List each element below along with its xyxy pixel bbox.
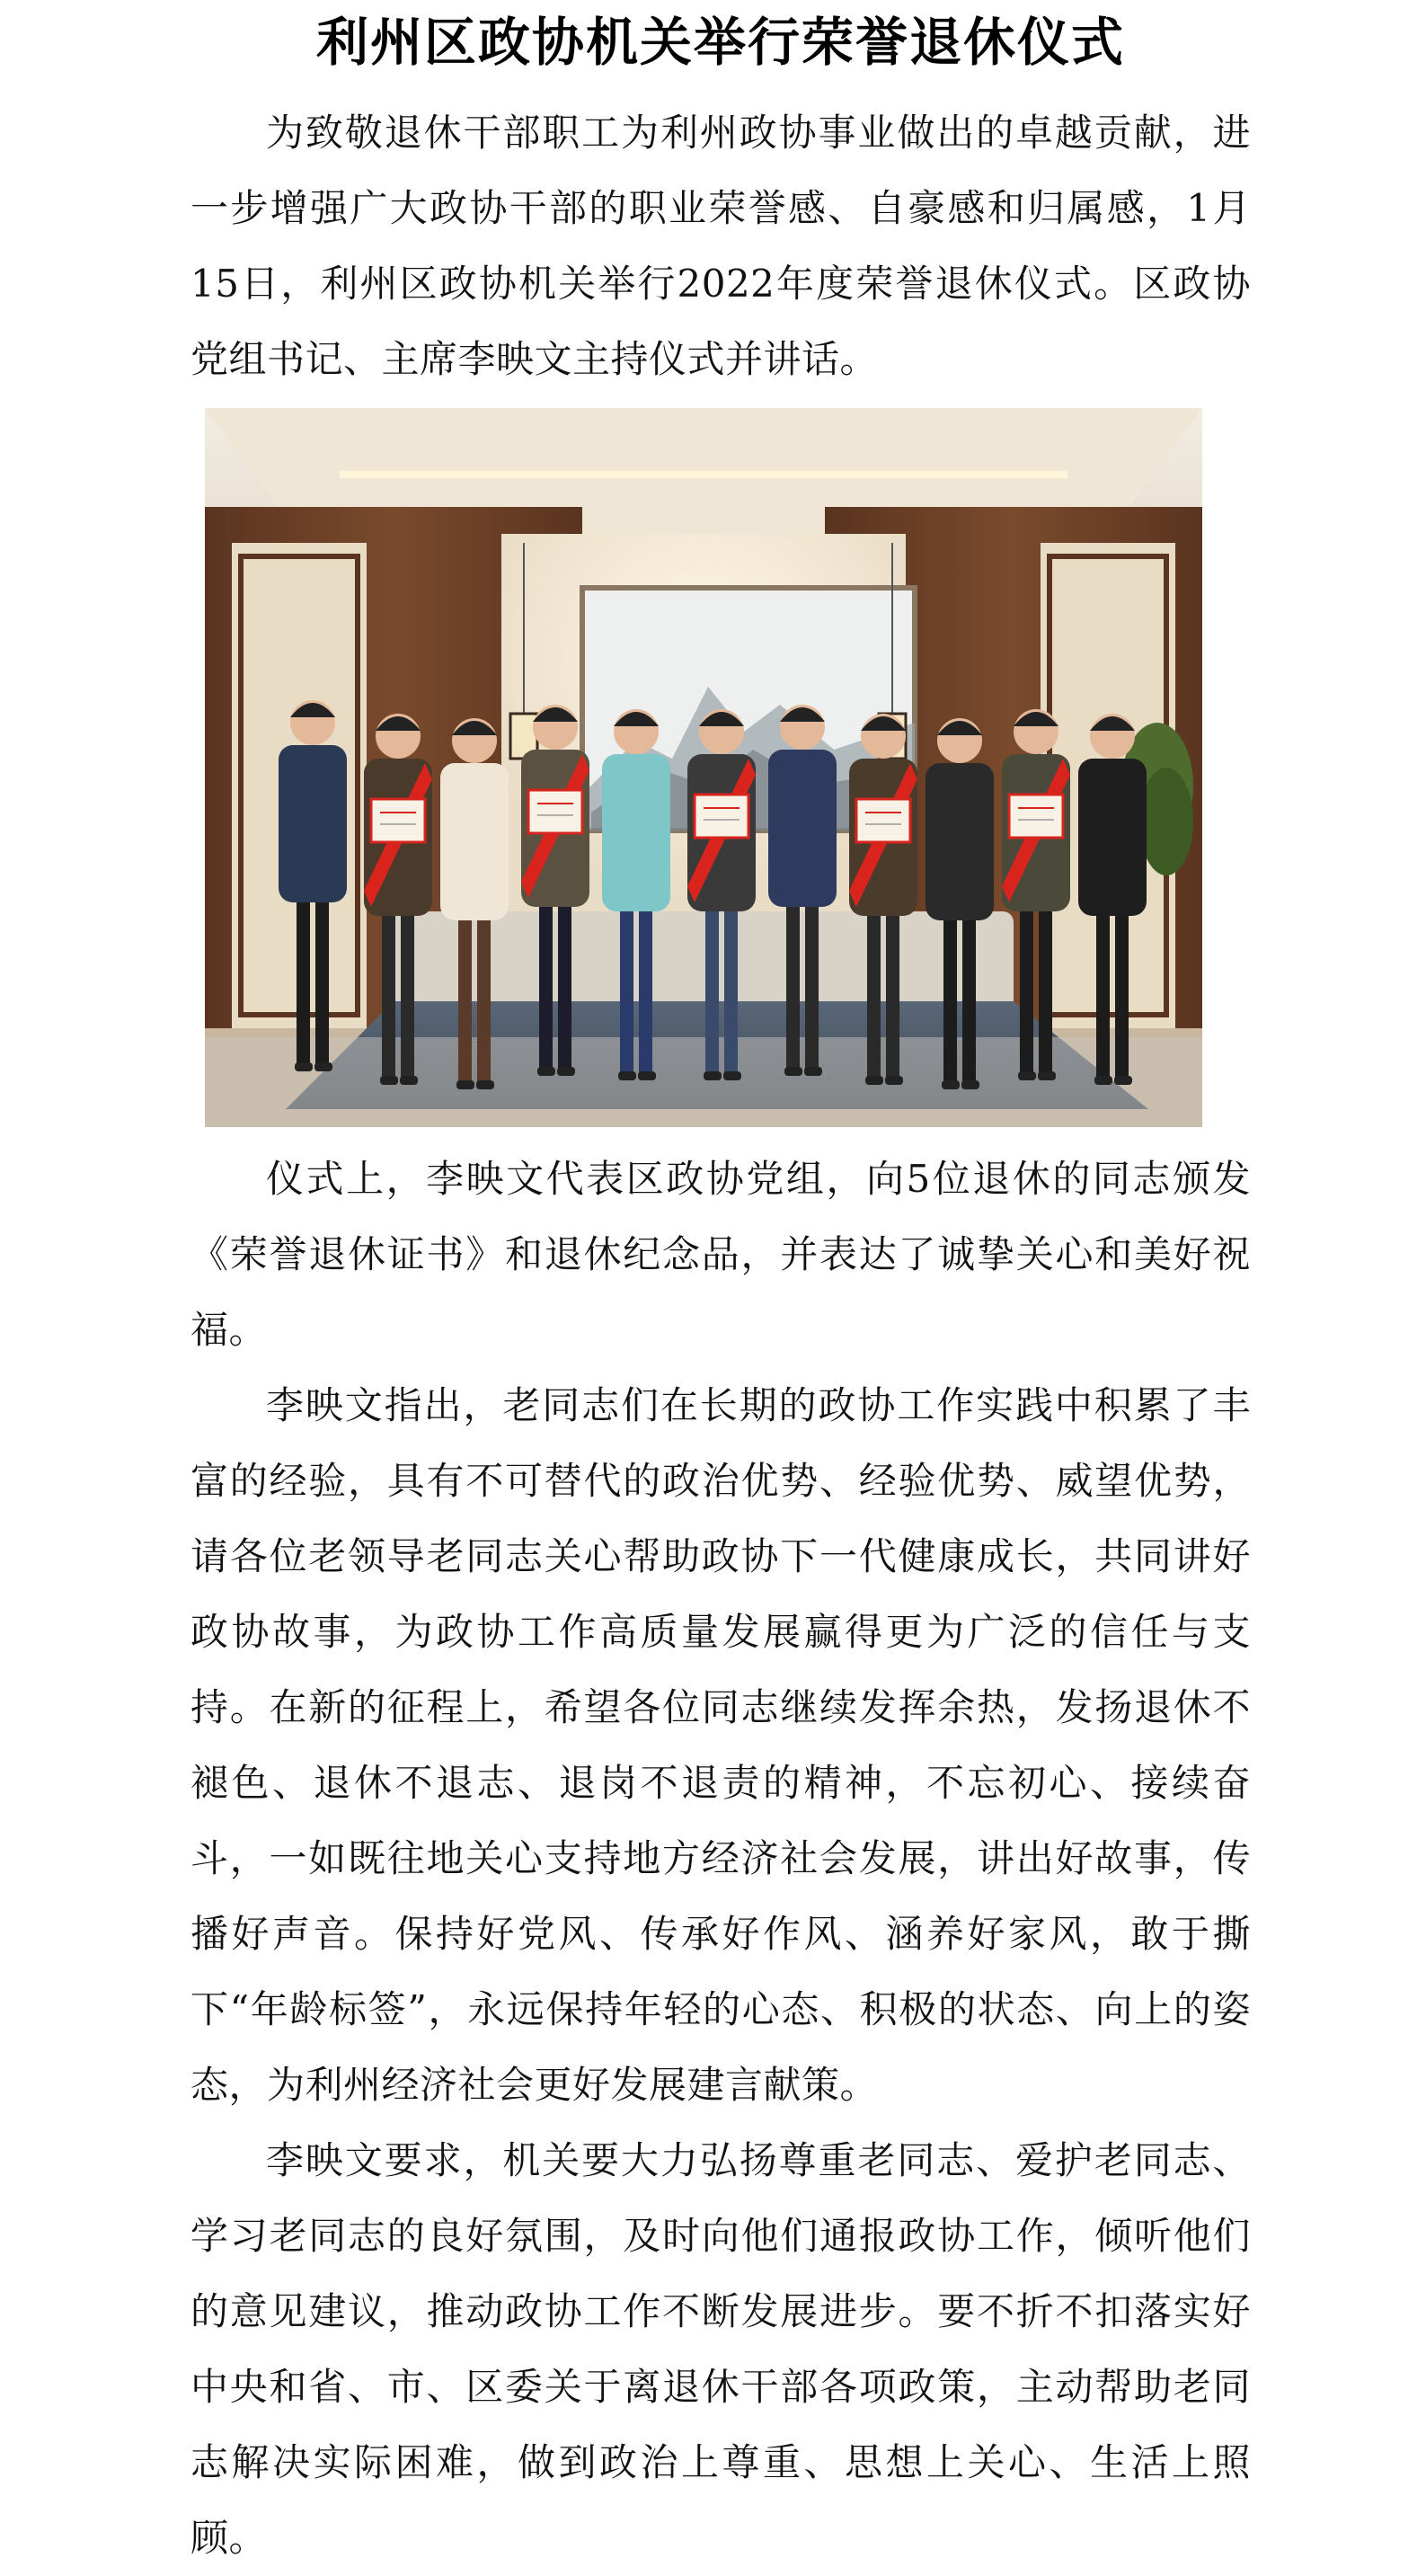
paragraph-speech: 李映文指出，老同志们在长期的政协工作实践中积累了丰富的经验，具有不可替代的政治优势、经验优势、威望优势，请各位老领导老同志关心帮助政协下一代健康成长，共同讲好政协故事，为政协工作高质量发展赢得更为广泛的信任与支持。在新的征程上，希望各位同志继续发挥余热，发扬退休不褪色、退休不退志、退岗不退责的精神，不忘初心、接续奋斗，一如既往地关心支持地方经济社会发展，讲出好故事，传播好声音。保持好党风、传承好作风、涵养好家风，敢于撕下“年龄标签”，永远保持年轻的心态、积极的状态、向上的姿态，为利州经济社会更好发展建言献策。 (190, 1383, 1251, 2107)
honor-certificate (1009, 795, 1063, 838)
paragraph-intro: 为致敬退休干部职工为利州政协事业做出的卓越贡献，进一步增强广大政协干部的职业荣誉感、自豪感和归属感，1月15日，利州区政协机关举行2022年度荣誉退休仪式。区政协党组书记、主席李映文主持仪式并讲话。 (190, 111, 1251, 381)
paragraph-requirements: 李映文要求，机关要大力弘扬尊重老同志、爱护老同志、学习老同志的良好氛围，及时向他们通报政协工作，倾听他们的意见建议，推动政协工作不断发展进步。要不折不扣落实好中央和省、市、区委关于离退休干部各项政策，主动帮助老同志解决实际困难，做到政治上尊重、思想上关心、生活上照顾。 (190, 2138, 1251, 2560)
article (190, 0, 1251, 2576)
honor-certificate (528, 790, 582, 833)
paragraph-ceremony: 仪式上，李映文代表区政协党组，向5位退休的同志颁发《荣誉退休证书》和退休纪念品，并表达了诚挚关心和美好祝福。 (190, 1157, 1251, 1352)
honor-certificate (856, 799, 910, 842)
honor-certificate (371, 799, 425, 842)
group-photo (205, 408, 1202, 1127)
honor-certificate (695, 795, 748, 838)
person-figure (1078, 714, 1147, 1085)
article-title: 利州区政协机关举行荣誉退休仪式 (315, 12, 1125, 73)
